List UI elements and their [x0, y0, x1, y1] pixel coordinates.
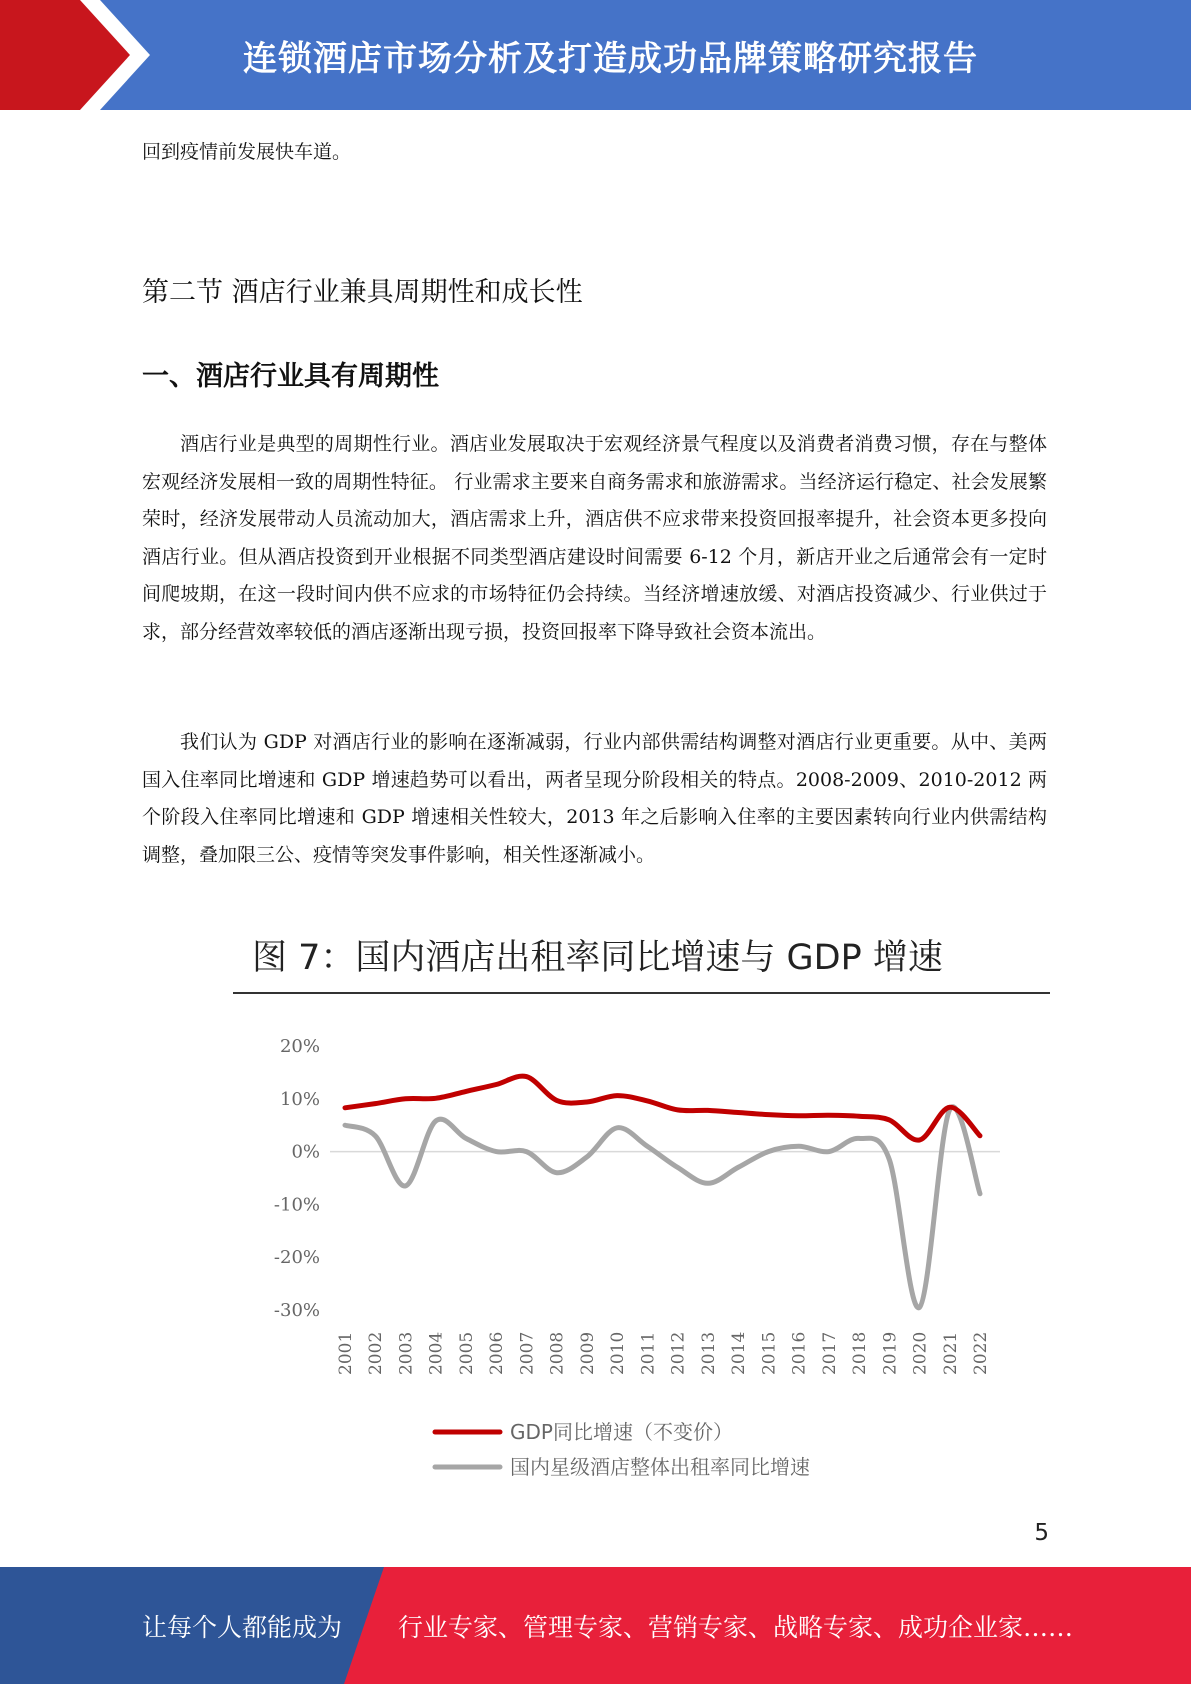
- x-tick-label: 2018: [850, 1331, 871, 1375]
- x-tick-label: 2010: [608, 1331, 629, 1375]
- series-line-gdp: [345, 1076, 980, 1140]
- x-tick-label: 2003: [396, 1331, 417, 1375]
- y-tick-label: -10%: [273, 1194, 320, 1216]
- line-chart: [230, 930, 1050, 1490]
- x-tick-label: 2009: [577, 1331, 598, 1375]
- x-tick-label: 2022: [971, 1331, 991, 1375]
- x-tick-label: 2016: [789, 1331, 810, 1375]
- x-tick-label: 2014: [729, 1331, 750, 1375]
- x-tick-label: 2007: [517, 1331, 538, 1375]
- x-tick-label: 2002: [366, 1331, 387, 1375]
- x-tick-label: 2012: [668, 1331, 689, 1375]
- y-tick-label: 0%: [291, 1141, 320, 1163]
- x-tick-label: 2013: [698, 1331, 719, 1375]
- x-tick-label: 2006: [487, 1331, 508, 1375]
- section-heading: 第二节 酒店行业兼具周期性和成长性: [142, 277, 583, 308]
- x-tick-label: 2017: [819, 1331, 840, 1375]
- x-tick-label: 2021: [940, 1331, 961, 1375]
- x-tick-label: 2005: [456, 1331, 477, 1375]
- lead-line: 回到疫情前发展快车道。: [142, 141, 352, 163]
- x-tick-label: 2011: [638, 1331, 659, 1375]
- header-banner: [0, 0, 1191, 110]
- footer-slogan: 让每个人都能成为: [142, 1612, 343, 1642]
- x-tick-label: 2019: [880, 1331, 901, 1375]
- x-tick-label: 2020: [910, 1331, 931, 1375]
- y-tick-label: -30%: [273, 1300, 320, 1321]
- legend-label: 国内星级酒店整体出租率同比增速: [510, 1455, 810, 1479]
- series-line-occupancy: [345, 1107, 980, 1308]
- figure-7: [230, 930, 1050, 1490]
- footer-banner: [0, 1567, 1191, 1684]
- footer-roles: 行业专家、管理专家、营销专家、战略专家、成功企业家……: [398, 1612, 1074, 1642]
- y-tick-label: 10%: [279, 1088, 320, 1110]
- x-tick-label: 2001: [336, 1331, 356, 1375]
- legend-label: GDP同比增速（不变价）: [510, 1420, 733, 1444]
- y-tick-label: -20%: [273, 1247, 320, 1269]
- paragraph-1: 酒店行业是典型的周期性行业。酒店业发展取决于宏观经济景气程度以及消费者消费习惯，存在与整体宏观经济发展相一致的周期性特征。 行业需求主要来自商务需求和旅游需求。当经济运行稳定、社会发展繁荣时，经济发展带动人员流动加大，酒店需求上升，酒店供不应求带来投资回报率提升，社会资本更多投向酒店行业。但从酒店投资到开业根据不同类型酒店建设时间需要 6-12 个月，新店开业之后通常会有一定时间爬坡期，在这一段时间内供不应求的市场特征仍会持续。当经济增速放缓、对酒店投资减少、行业供过于求，部分经营效率较低的酒店逐渐出现亏损，投资回报率下降导致社会资本流出。: [142, 433, 1047, 643]
- x-tick-label: 2008: [547, 1331, 568, 1375]
- page-number: 5: [1034, 1520, 1049, 1546]
- x-tick-label: 2004: [426, 1331, 447, 1375]
- report-title: 连锁酒店市场分析及打造成功品牌策略研究报告: [243, 38, 978, 79]
- paragraph-2: 我们认为 GDP 对酒店行业的影响在逐渐减弱，行业内部供需结构调整对酒店行业更重要。从中、美两国入住率同比增速和 GDP 增速趋势可以看出，两者呈现分阶段相关的特点。2008-2009、2010-2012 两个阶段入住率同比增速和 GDP 增速相关性较大，2013 年之后影响入住率的主要因素转向行业内供需结构调整，叠加限三公、疫情等突发事件影响，相关性逐渐减小。: [142, 731, 1047, 866]
- sub-heading: 一、酒店行业具有周期性: [142, 361, 439, 392]
- y-tick-label: 20%: [279, 1036, 320, 1057]
- x-tick-label: 2015: [759, 1331, 780, 1375]
- figure-title: 图 7：国内酒店出租率同比增速与 GDP 增速: [252, 938, 943, 978]
